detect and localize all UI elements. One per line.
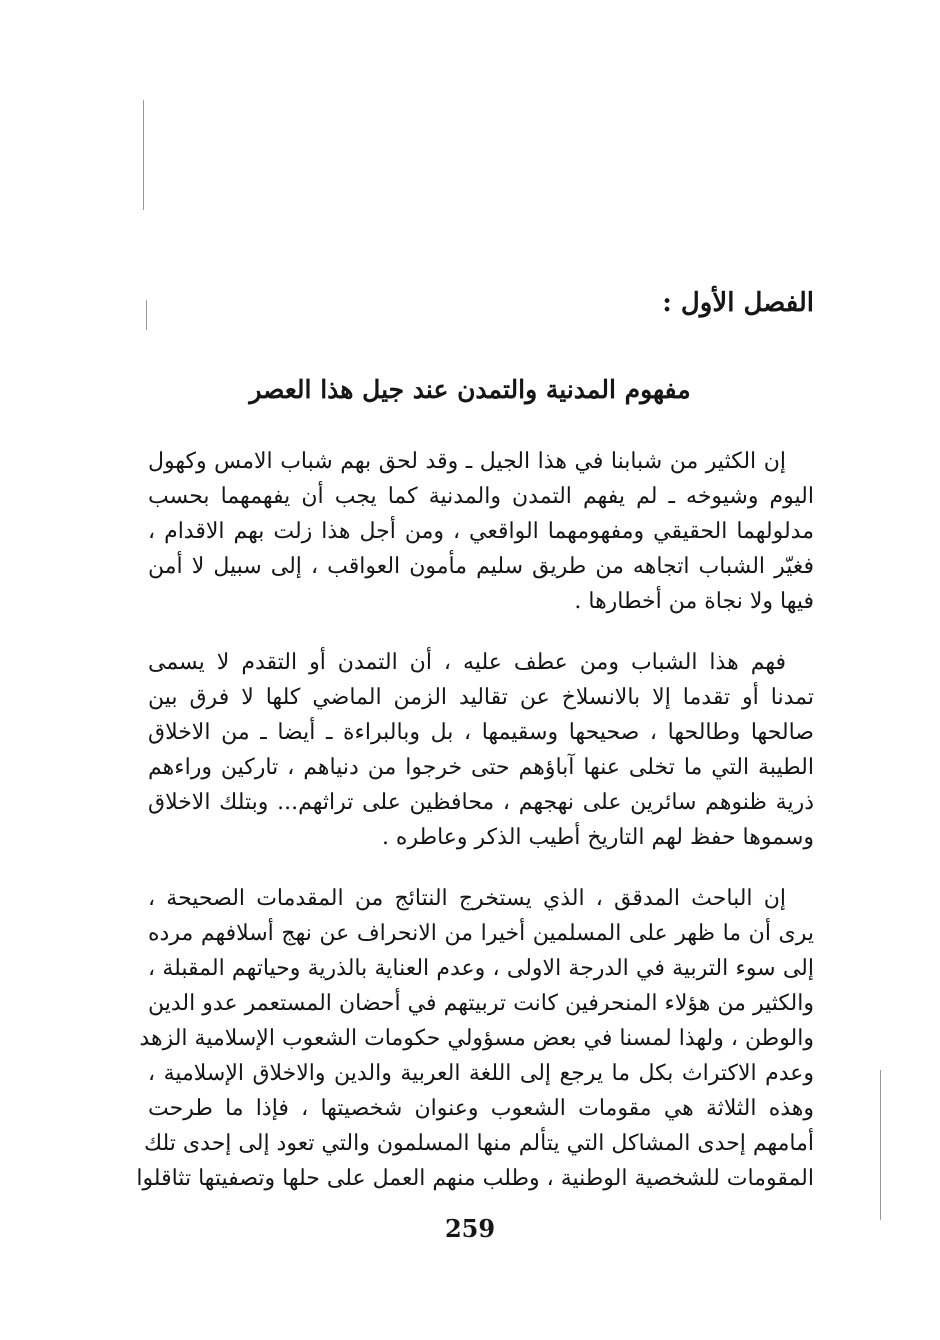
text-line: يرى أن ما ظهر على المسلمين أخيرا من الانحراف عن نهج أسلافهم مرده: [148, 921, 814, 946]
text-line: إن الكثير من شبابنا في هذا الجيل ـ وقد لحق بهم شباب الامس وكهول: [148, 449, 786, 474]
chapter-title: مفهوم المدنية والتمدن عند جيل هذا العصر: [249, 375, 691, 404]
text-line: الطيبة التي ما تخلى عنها آباؤهم حتى خرجوا من دنياهم ، تاركين وراءهم: [148, 755, 814, 780]
text-line: وسموها حفظ لهم التاريخ أطيب الذكر وعاطره .: [381, 825, 814, 850]
body-text: [136, 444, 814, 1222]
paragraph-3: [136, 881, 814, 1196]
scan-edge-mark: [146, 300, 147, 330]
text-line: وهذه الثلاثة هي مقومات الشعوب وعنوان شخصيتها ، فإذا ما طرحت: [148, 1096, 814, 1121]
text-line: والوطن ، ولهذا لمسنا في بعض مسؤولي حكومات الشعوب الإسلامية الزهد: [139, 1026, 814, 1051]
text-line: المقومات للشخصية الوطنية ، وطلب منهم العمل على حلها وتصفيتها تثاقلوا: [136, 1166, 814, 1191]
scan-edge-mark: [880, 1070, 881, 1220]
paragraph-2: [148, 645, 814, 855]
text-line: أمامهم إحدى المشاكل التي يتألم منها المسلمون والتي تعود إلى إحدى تلك: [143, 1131, 814, 1156]
text-line: صالحها وطالحها ، صحيحها وسقيمها ، بل وبالبراءة ـ أيضا ـ من الاخلاق: [148, 720, 814, 745]
text-line: مدلولهما الحقيقي ومفهومهما الواقعي ، ومن أجل هذا زلت بهم الاقدام ،: [148, 519, 814, 544]
text-line: ذرية ظنوهم سائرين على نهجهم ، محافظين على تراثهم... وبتلك الاخلاق: [148, 790, 814, 815]
text-line: وعدم الاكتراث بكل ما يرجع إلى اللغة العربية والدين والاخلاق الإسلامية ،: [148, 1061, 814, 1086]
page-number: 259: [444, 1214, 496, 1243]
text-line: فهم هذا الشباب ومن عطف عليه ، أن التمدن أو التقدم لا يسمى: [148, 650, 786, 675]
chapter-label: الفصل الأول :: [662, 288, 814, 318]
scan-edge-mark: [143, 100, 144, 210]
text-line: تمدنا أو تقدما إلا بالانسلاخ عن تقاليد الزمن الماضي كلها لا فرق بين: [148, 685, 814, 710]
text-line: فغيّر الشباب اتجاهه من طريق سليم مأمون العواقب ، إلى سبيل لا أمن: [148, 554, 814, 579]
text-line: إن الباحث المدقق ، الذي يستخرج النتائج من المقدمات الصحيحة ،: [148, 886, 786, 911]
text-line: فيها ولا نجاة من أخطارها .: [574, 589, 814, 614]
text-line: والكثير من هؤلاء المنحرفين كانت تربيتهم في أحضان المستعمر عدو الدين: [148, 991, 814, 1016]
text-line: إلى سوء التربية في الدرجة الاولى ، وعدم العناية بالذرية وحياتهم المقبلة ،: [148, 956, 814, 981]
text-line: اليوم وشيوخه ـ لم يفهم التمدن والمدنية كما يجب أن يفهمهما بحسب: [148, 484, 814, 509]
paragraph-1: [148, 444, 814, 619]
